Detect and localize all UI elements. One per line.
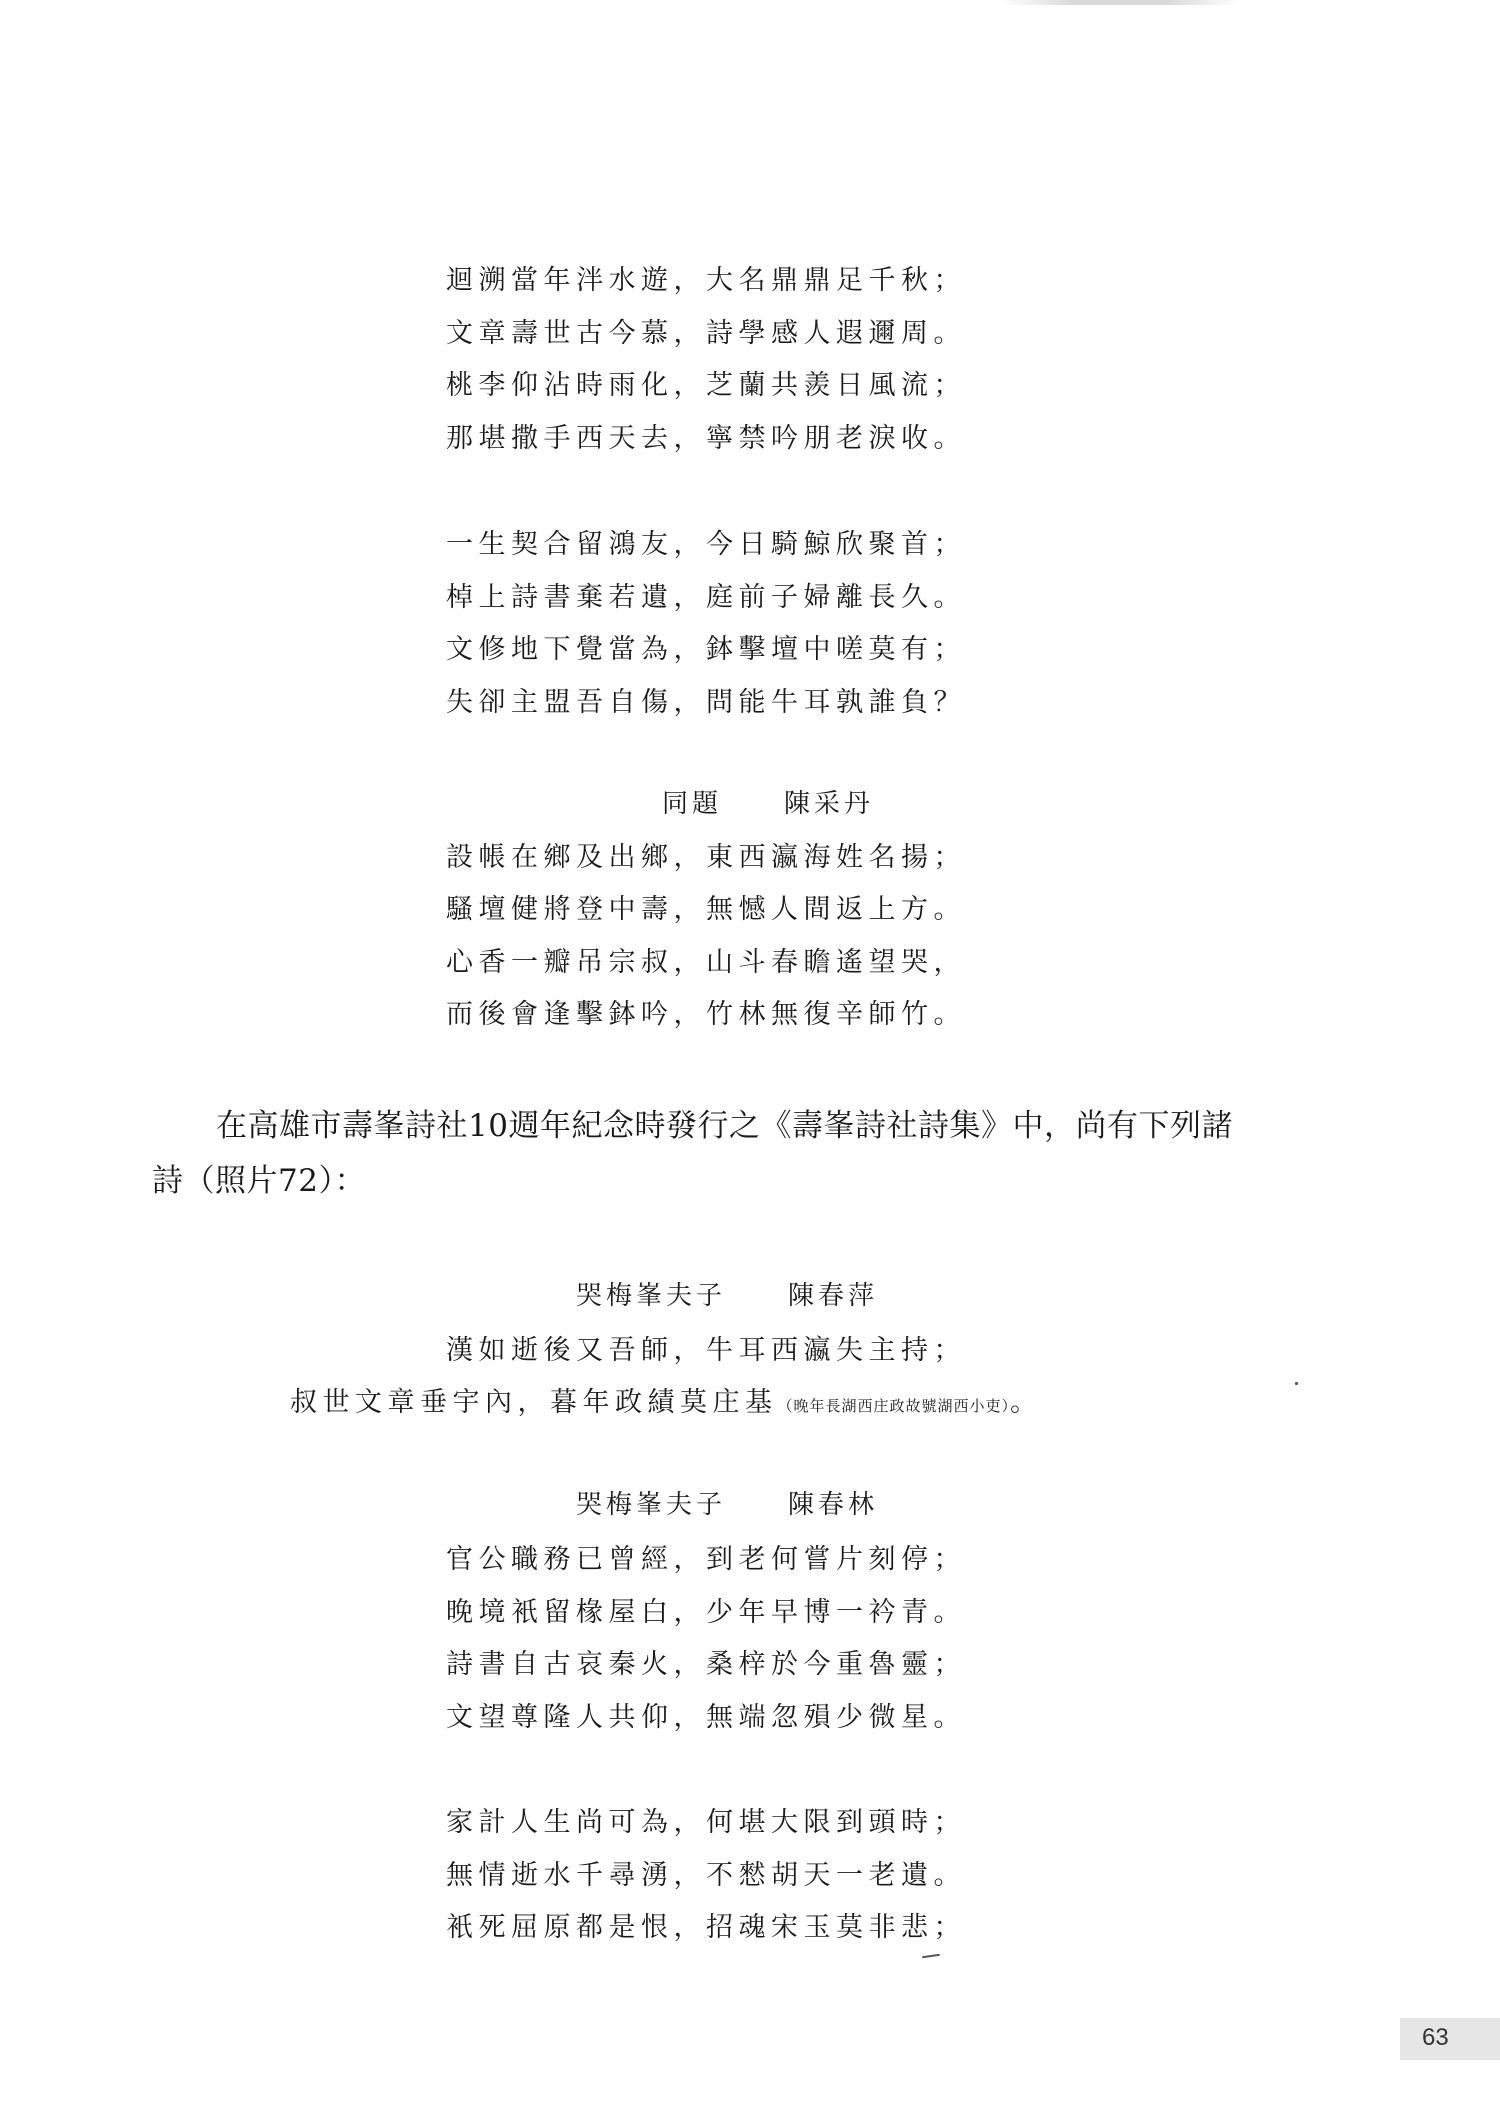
poem-line: 詩書自古哀秦火，桑梓於今重魯靈；	[446, 1649, 966, 1680]
poem-title: 同題	[662, 789, 723, 819]
poem-heading	[576, 1275, 878, 1312]
poem-author: 陳采丹	[784, 789, 875, 819]
poem-line: 迴溯當年泮水遊，大名鼎鼎足千秋；	[446, 265, 966, 296]
poem-line: 騷壇健將登中壽，無憾人間返上方。	[446, 894, 966, 925]
poem-line: 衹死屈原都是恨，招魂宋玉莫非悲；	[446, 1912, 966, 1943]
poem-line: 一生契合留鴻友，今日騎鯨欣聚首；	[446, 529, 966, 560]
poem-line: 無情逝水千尋湧，不憖胡天一老遺。	[446, 1860, 966, 1891]
poem-line: 文望尊隆人共仰，無端忽殞少微星。	[446, 1702, 966, 1733]
poem-heading	[662, 783, 874, 820]
poem-line-with-note	[290, 1380, 1043, 1419]
poem-line: 失卻主盟吾自傷，問能牛耳孰誰負？	[446, 687, 966, 718]
poem-line: 漢如逝後又吾師，牛耳西瀛失主持；	[446, 1335, 966, 1366]
poem-title: 哭梅峯夫子	[576, 1490, 727, 1520]
paragraph-line: 在高雄市壽峯詩社10週年紀念時發行之《壽峯詩社詩集》中，尚有下列諸	[216, 1108, 1233, 1144]
poem-line: 心香一瓣吊宗叔，山斗春瞻遙望哭，	[446, 947, 966, 978]
poem-punctuation: 。	[1010, 1387, 1043, 1418]
poem-line: 棹上詩書棄若遺，庭前子婦離長久。	[446, 582, 966, 613]
poem-heading	[576, 1484, 878, 1521]
poem-line: 設帳在鄉及出鄉，東西瀛海姓名揚；	[446, 842, 966, 873]
page-number-tab	[1400, 2018, 1500, 2060]
scan-edge-mark	[1000, 0, 1240, 5]
poem-line: 家計人生尚可為，何堪大限到頭時；	[446, 1807, 966, 1838]
paragraph-line: 詩（照片72）：	[152, 1163, 366, 1199]
poem-line: 而後會逢擊鉢吟，竹林無復辛師竹。	[446, 999, 966, 1030]
poem-line: 文章壽世古今慕，詩學感人遐邇周。	[446, 318, 966, 349]
poem-line: 官公職務已曾經，到老何嘗片刻停；	[446, 1544, 966, 1575]
scan-speck	[1295, 1382, 1298, 1385]
poem-title: 哭梅峯夫子	[576, 1281, 727, 1311]
poem-author: 陳春林	[788, 1490, 879, 1520]
scan-speck	[922, 1954, 940, 1958]
page-number: 63	[1422, 2024, 1449, 2051]
poem-line: 那堪撒手西天去，寧禁吟朋老淚收。	[446, 423, 966, 454]
poem-line: 桃李仰沾時雨化，芝蘭共羨日風流；	[446, 370, 966, 401]
poem-author: 陳春萍	[788, 1281, 879, 1311]
inline-note: （晚年長湖西庄政故號湖西小吏）	[777, 1397, 1011, 1415]
poem-text: 叔世文章垂宇內，暮年政績莫庄基	[290, 1387, 778, 1418]
poem-line: 文修地下覺當為，鉢擊壇中嗟莫有；	[446, 634, 966, 665]
poem-line: 晚境衹留椽屋白，少年早博一衿青。	[446, 1597, 966, 1628]
